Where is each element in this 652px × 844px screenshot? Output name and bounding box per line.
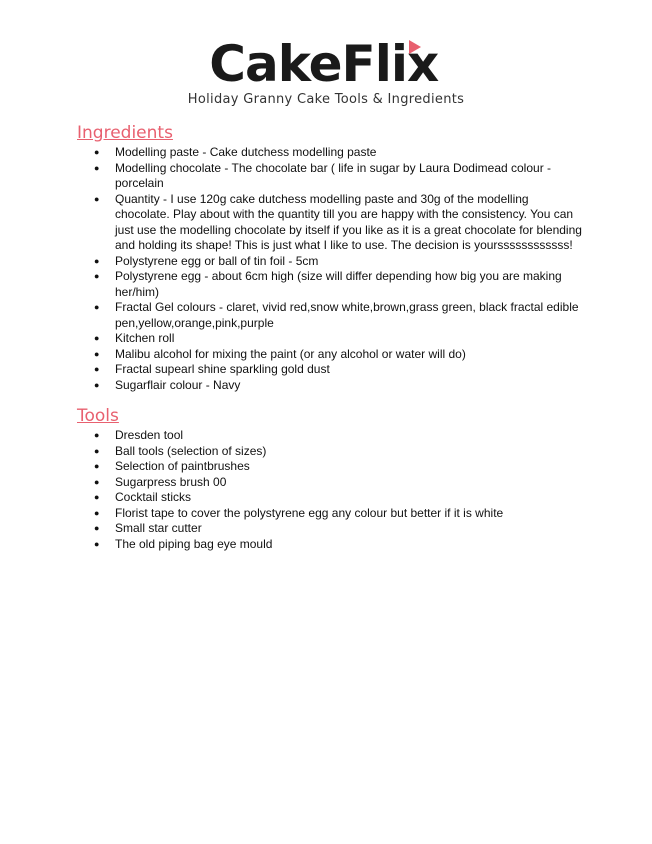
list-item: ● Quantity - I use 120g cake dutchess modelling paste and 30g of the modelling chocolate. Play about with the quantity till you are happy with the consistency. You can just use the modelling chocolate by itself if you like as it is a great chocolate for blending and holding its shape! This is just what I like to use. The decision is yourssssssssssss! xyxy=(94,192,584,254)
play-icon xyxy=(409,40,421,54)
logo-text: CakeFlix xyxy=(209,35,439,93)
list-item: ● Cocktail sticks xyxy=(94,490,584,506)
list-item: ● Fractal supearl shine sparkling gold dust xyxy=(94,362,584,378)
cakeflix-logo xyxy=(0,36,652,92)
list-item: ● Malibu alcohol for mixing the paint (or any alcohol or water will do) xyxy=(94,347,584,363)
ingredients-list xyxy=(94,145,584,393)
list-item: ● Polystyrene egg - about 6cm high (size will differ depending how big you are making her/him) xyxy=(94,269,584,300)
list-item: ● Florist tape to cover the polystyrene egg any colour but better if it is white xyxy=(94,506,584,522)
list-item: ● Modelling chocolate - The chocolate bar ( life in sugar by Laura Dodimead colour - porcelain xyxy=(94,161,584,192)
list-item: ● Modelling paste - Cake dutchess modelling paste xyxy=(94,145,584,161)
list-item: ● Small star cutter xyxy=(94,521,584,537)
list-item: ● Ball tools (selection of sizes) xyxy=(94,444,584,460)
list-item: ● Sugarpress brush 00 xyxy=(94,475,584,491)
tools-heading: Tools xyxy=(77,406,119,426)
document-subtitle: Holiday Granny Cake Tools & Ingredients xyxy=(187,92,465,107)
list-item: ● Dresden tool xyxy=(94,428,584,444)
ingredients-heading: Ingredients xyxy=(77,123,173,143)
list-item: ● Kitchen roll xyxy=(94,331,584,347)
list-item: ● Polystyrene egg or ball of tin foil - 5cm xyxy=(94,254,584,270)
list-item: ● Sugarflair colour - Navy xyxy=(94,378,584,394)
tools-list xyxy=(94,428,584,552)
list-item: ● Fractal Gel colours - claret, vivid red,snow white,brown,grass green, black fractal edible pen,yellow,orange,pink,purple xyxy=(94,300,584,331)
list-item: ● Selection of paintbrushes xyxy=(94,459,584,475)
list-item: ● The old piping bag eye mould xyxy=(94,537,584,553)
